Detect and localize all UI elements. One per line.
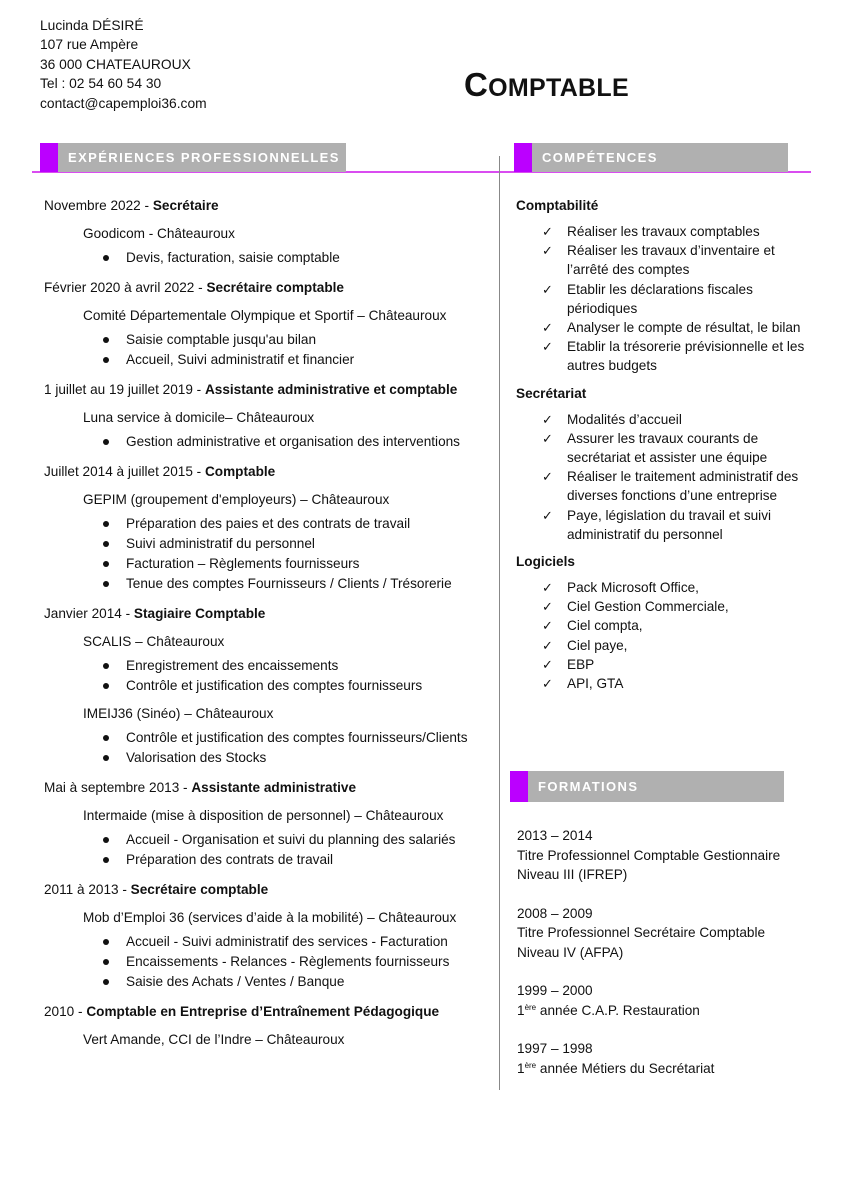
competence-category: Logiciels [516,554,575,570]
task-item [44,330,494,350]
contact-city: 36 000 CHATEAUROUX [40,56,191,72]
bullet-icon [103,357,109,363]
bullet-icon [103,837,109,843]
section-accent-tab [514,143,532,172]
task-item [44,350,494,370]
employer-name: SCALIS – Châteauroux [83,634,225,649]
formation-text: année C.A.P. Restauration [536,1002,700,1018]
formation-line [517,923,817,943]
task-item [44,534,494,554]
column-divider [499,156,500,1090]
checkmark-icon: ✓ [542,676,553,692]
section-accent-tab [510,771,528,802]
bullet-icon [103,255,109,261]
employer-name: IMEIJ36 (Sinéo) – Châteauroux [83,706,274,721]
competence-text: Analyser le compte de résultat, le bilan [567,320,801,336]
formation-item [517,904,817,963]
experience-period: 2011 à 2013 - [44,882,131,897]
formation-item [517,981,817,1020]
experience-heading [44,880,494,900]
competence-text: Assurer les travaux courants de secrétariat et assister une équipe [567,430,768,466]
bullet-icon [103,337,109,343]
task-item [44,248,494,268]
formation-text: année Métiers du Secrétariat [536,1060,715,1076]
competence-item [516,318,807,337]
task-item [44,728,494,748]
contact-name: Lucinda DÉSIRÉ [40,18,144,33]
contact-email: contact@capemploi36.com [40,95,207,111]
experience-period: 2010 - [44,1004,87,1019]
task-text: Préparation des contrats de travail [126,852,334,867]
competence-text: Réaliser les travaux d’inventaire et l’arrêté des comptes [567,243,775,278]
task-text: Contrôle et justification des comptes fournisseurs/Clients [126,730,468,745]
experience-role: Stagiaire Comptable [133,606,266,621]
task-item [44,830,494,850]
task-item [44,432,494,452]
experience-item [44,880,494,992]
formation-line [517,943,817,963]
bullet-icon [103,541,109,547]
bullet-icon [103,581,109,587]
task-list [44,432,494,452]
competence-text: Réaliser le traitement administratif des diverses fonctions d’une entreprise [567,469,799,504]
formation-text: Titre Professionnel Secrétaire Comptable [517,925,766,940]
experience-item [44,604,494,768]
checkmark-icon: ✓ [542,599,553,615]
checkmark-icon: ✓ [542,430,553,446]
task-list [44,330,494,370]
task-text: Gestion administrative et organisation des interventions [126,434,460,449]
formation-ordinal-suffix: ère [524,1060,537,1070]
formation-ordinal: 1 [517,1002,525,1018]
section-title: COMPÉTENCES [542,150,658,165]
employer-name: Comité Départementale Olympique et Sportif – Châteauroux [83,308,447,323]
checkmark-icon: ✓ [542,507,553,523]
bullet-icon [103,521,109,527]
task-item [44,656,494,676]
competence-text: EBP [567,656,595,672]
experience-role: Secrétaire comptable [130,882,269,897]
employer-name: Goodicom - Châteauroux [83,226,235,241]
experience-list [44,196,494,1060]
experience-period: Janvier 2014 - [44,606,134,621]
competence-text: Paye, législation du travail et suivi administratif du personnel [567,507,772,542]
task-text: Accueil, Suivi administratif et financier [126,352,355,367]
experience-period: Mai à septembre 2013 - [44,780,192,795]
experience-role: Comptable [204,464,276,479]
competence-text: Ciel paye, [567,637,628,653]
task-text: Devis, facturation, saisie comptable [126,250,340,265]
task-item [44,932,494,952]
task-list [44,248,494,268]
bullet-icon [103,683,109,689]
bullet-icon [103,663,109,669]
experience-item [44,778,494,870]
title-initial: C [464,66,489,103]
checkmark-icon: ✓ [542,320,553,336]
page-title [464,66,629,104]
experience-item [44,196,494,268]
competence-items [516,222,816,376]
section-header-experiences [40,143,346,172]
task-list [44,932,494,992]
task-text: Saisie des Achats / Ventes / Banque [126,974,345,989]
competence-text: Réaliser les travaux comptables [567,224,760,239]
formation-ordinal: 1 [517,1060,525,1076]
formation-text: Niveau IV (AFPA) [517,944,624,960]
task-text: Saisie comptable jusqu'au bilan [126,332,317,347]
formation-line [517,846,817,866]
formation-years: 2013 – 2014 [517,828,593,843]
experience-role: Secrétaire comptable [206,280,344,295]
task-item [44,676,494,696]
formation-years: 2008 – 2009 [517,905,593,921]
task-item [44,952,494,972]
competence-text: Ciel compta, [567,618,643,634]
competence-item [516,578,807,597]
experience-heading [44,380,494,400]
experience-period: Novembre 2022 - [44,198,153,213]
competence-item [516,597,807,616]
employer-name: Mob d’Emploi 36 (services d’aide à la mobilité) – Châteauroux [83,910,457,925]
checkmark-icon: ✓ [542,656,553,672]
checkmark-icon: ✓ [542,281,553,297]
competence-item [516,674,807,693]
competence-text: Ciel Gestion Commerciale, [567,599,729,615]
formation-item [517,1039,817,1078]
formation-years: 1999 – 2000 [517,983,593,998]
competence-item [516,337,807,375]
section-header-competences [514,143,788,172]
task-item [44,850,494,870]
section-accent-tab [40,143,58,172]
bullet-icon [103,439,109,445]
employer-name: Intermaide (mise à disposition de personnel) – Châteauroux [83,808,444,823]
task-item [44,748,494,768]
task-list [44,728,494,768]
experience-heading [44,278,494,298]
checkmark-icon: ✓ [542,243,553,259]
experience-heading [44,462,494,482]
competence-items [516,410,816,544]
competence-text: API, GTA [567,676,624,692]
competence-category: Comptabilité [516,198,599,213]
bullet-icon [103,735,109,741]
experience-item [44,462,494,594]
formation-line [517,1059,817,1079]
competence-text: Etablir les déclarations fiscales périodiques [567,281,753,316]
task-item [44,554,494,574]
competence-item [516,636,807,655]
employer-name: GEPIM (groupement d'employeurs) – Châteauroux [83,492,390,507]
competence-item [516,616,807,635]
competence-item [516,655,807,674]
task-text: Encaissements - Relances - Règlements fournisseurs [126,954,450,969]
bullet-icon [103,755,109,761]
contact-phone: Tel : 02 54 60 54 30 [40,76,162,92]
competence-item [516,410,807,429]
section-header-formations [510,771,784,802]
task-text: Suivi administratif du personnel [126,536,315,551]
contact-block [40,16,207,113]
experience-heading [44,778,494,798]
employer-name: Luna service à domicile– Châteauroux [83,410,315,425]
competence-text: Pack Microsoft Office, [567,580,699,596]
checkmark-icon: ✓ [542,637,553,653]
checkmark-icon: ✓ [542,224,553,239]
task-list [44,514,494,594]
formation-text: Niveau III (IFREP) [517,867,628,882]
task-item [44,514,494,534]
experience-role: Assistante administrative [191,780,357,795]
experience-period: 1 juillet au 19 juillet 2019 - [44,382,205,397]
task-list [44,656,494,696]
competence-item [516,429,807,467]
experience-role: Assistante administrative et comptable [204,382,458,397]
checkmark-icon: ✓ [542,469,553,485]
experience-item [44,380,494,452]
task-text: Valorisation des Stocks [126,750,267,765]
bullet-icon [103,959,109,965]
bullet-icon [103,857,109,863]
title-rest: OMPTABLE [488,74,629,102]
competence-item [516,506,807,544]
experience-item [44,278,494,370]
formation-list [517,826,817,1097]
task-text: Facturation – Règlements fournisseurs [126,556,360,571]
competence-item [516,280,807,318]
employer-name: Vert Amande, CCI de l’Indre – Châteauroux [83,1032,345,1047]
experience-heading [44,1002,494,1022]
bullet-icon [103,939,109,945]
experience-role: Secrétaire [152,198,219,213]
formation-ordinal-suffix: ère [524,1002,537,1012]
task-text: Accueil - Organisation et suivi du planning des salariés [126,832,456,847]
formation-years: 1997 – 1998 [517,1041,593,1056]
contact-street: 107 rue Ampère [40,37,139,53]
task-text: Préparation des paies et des contrats de travail [126,516,411,531]
competence-text: Etablir la trésorerie prévisionnelle et les autres budgets [567,339,805,374]
experience-heading [44,604,494,624]
checkmark-icon: ✓ [542,339,553,355]
experience-period: Février 2020 à avril 2022 - [44,280,207,295]
section-title: EXPÉRIENCES PROFESSIONNELLES [68,150,340,165]
task-item [44,972,494,992]
experience-role: Comptable en Entreprise d’Entraînement Pédagogique [86,1004,440,1019]
task-text: Enregistrement des encaissements [126,658,339,673]
experience-period: Juillet 2014 à juillet 2015 - [44,464,205,479]
bullet-icon [103,561,109,567]
competence-category: Secrétariat [516,385,587,401]
formation-item [517,826,817,885]
experience-heading [44,196,494,216]
task-text: Tenue des comptes Fournisseurs / Clients / Trésorerie [126,576,452,591]
formation-text: Titre Professionnel Comptable Gestionnaire [517,847,781,863]
formation-line [517,865,817,885]
competence-item [516,467,807,505]
competence-item [516,241,807,279]
checkmark-icon: ✓ [542,618,553,634]
bullet-icon [103,979,109,985]
task-item [44,574,494,594]
checkmark-icon: ✓ [542,580,553,596]
competence-text: Modalités d’accueil [567,411,682,427]
task-text: Contrôle et justification des comptes fournisseurs [126,678,423,693]
task-text: Accueil - Suivi administratif des services - Facturation [126,934,448,949]
formation-line [517,1001,817,1021]
task-list [44,830,494,870]
section-title: FORMATIONS [538,779,639,794]
checkmark-icon: ✓ [542,411,553,427]
competence-item [516,222,807,241]
experience-item [44,1002,494,1050]
competence-list [516,196,816,701]
competence-items [516,578,816,693]
